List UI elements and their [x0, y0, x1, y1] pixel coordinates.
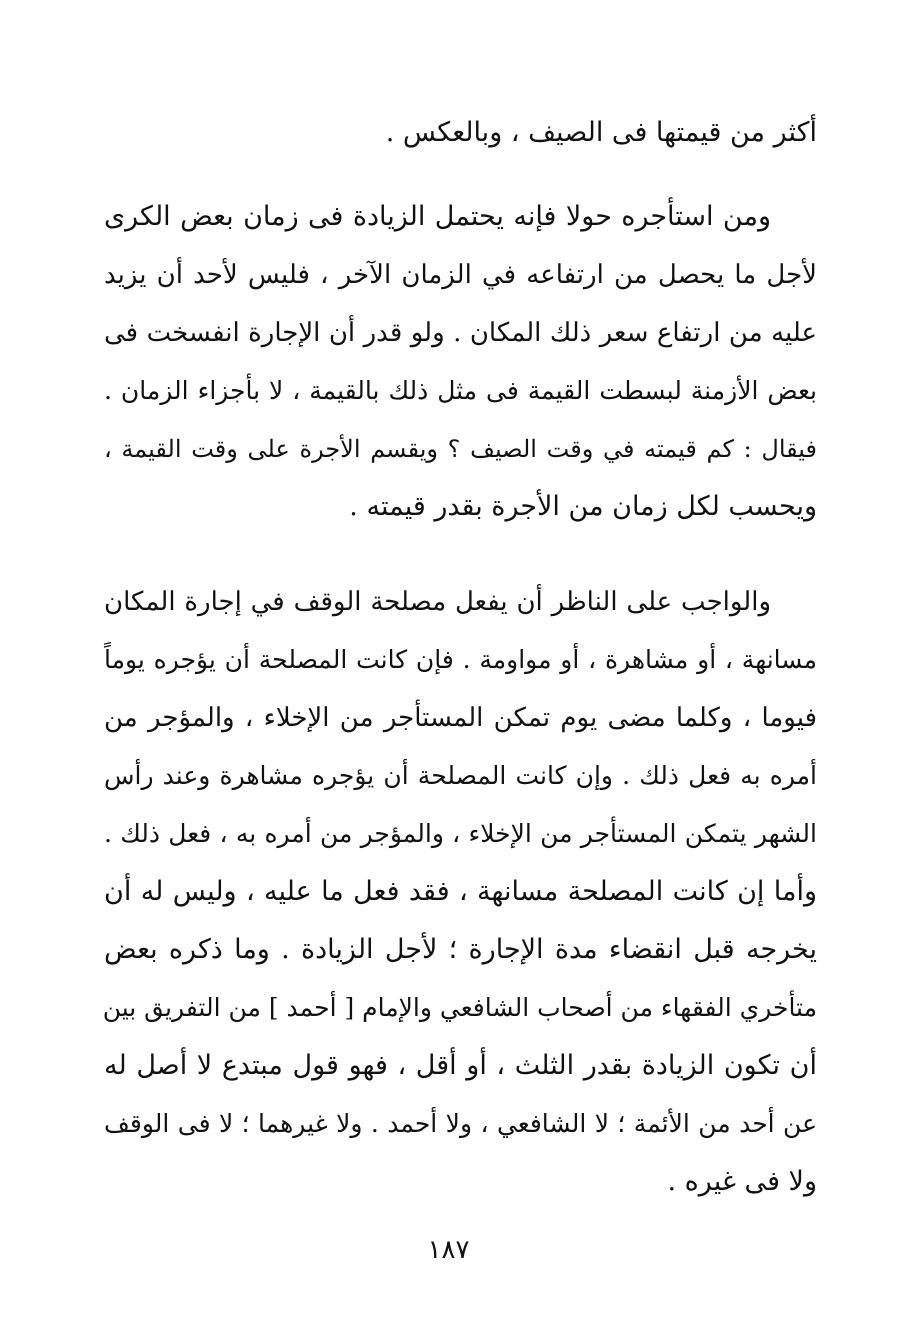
text-line: عليه من ارتفاع سعر ذلك المكان . ولو قدر أن الإجارة انفسخت فى	[104, 318, 817, 348]
paragraph-2	[104, 188, 817, 536]
text-line: وأما إن كانت المصلحة مسانهة ، فقد فعل ما عليه ، وليس له أن	[104, 876, 817, 907]
paragraph-1	[104, 104, 817, 162]
text-line: يخرجه قبل انقضاء مدة الإجارة ؛ لأجل الزيادة . وما ذكره بعض	[104, 934, 817, 965]
text-line: بعض الأزمنة لبسطت القيمة فى مثل ذلك بالقيمة ، لا بأجزاء الزمان .	[104, 376, 817, 405]
text-line: ولا فى غيره .	[667, 1166, 817, 1197]
text-line: والواجب على الناظر أن يفعل مصلحة الوقف في إجارة المكان	[104, 587, 771, 617]
text-line: لأجل ما يحصل من ارتفاعه في الزمان الآخر ، فليس لأحد أن يزيد	[104, 260, 817, 290]
text-line: أن تكون الزيادة بقدر الثلث ، أو أقل ، فهو قول مبتدع لا أصل له	[104, 1050, 817, 1081]
page-number: ١٨٧	[427, 1235, 470, 1265]
text-line: ويحسب لكل زمان من الأجرة بقدر قيمته .	[349, 491, 817, 522]
text-line: ومن استأجره حولا فإنه يحتمل الزيادة فى زمان بعض الكرى	[104, 201, 771, 232]
text-line: الشهر يتمكن المستأجر من الإخلاء ، والمؤجر من أمره به ، فعل ذلك .	[104, 819, 817, 848]
text-line: أكثر من قيمتها فى الصيف ، وبالعكس .	[385, 117, 817, 148]
text-line: مسانهة ، أو مشاهرة ، أو مواومة . فإن كانت المصلحة أن يؤجره يوماً	[104, 645, 817, 674]
paragraph-3	[104, 573, 817, 1211]
text-line: عن أحد من الأئمة ؛ لا الشافعي ، ولا أحمد . ولا غيرهما ؛ لا فى الوقف	[104, 1109, 817, 1138]
text-line: فيقال : كم قيمته في وقت الصيف ؟ ويقسم الأجرة على وقت القيمة ،	[104, 435, 817, 463]
text-line: فيوما ، وكلما مضى يوم تمكن المستأجر من الإخلاء ، والمؤجر من	[104, 703, 817, 733]
text-line: أمره به فعل ذلك . وإن كانت المصلحة أن يؤجره مشاهرة وعند رأس	[104, 761, 817, 790]
text-line: متأخري الفقهاء من أصحاب الشافعي والإمام [ أحمد ] من التفريق بين	[102, 993, 817, 1022]
